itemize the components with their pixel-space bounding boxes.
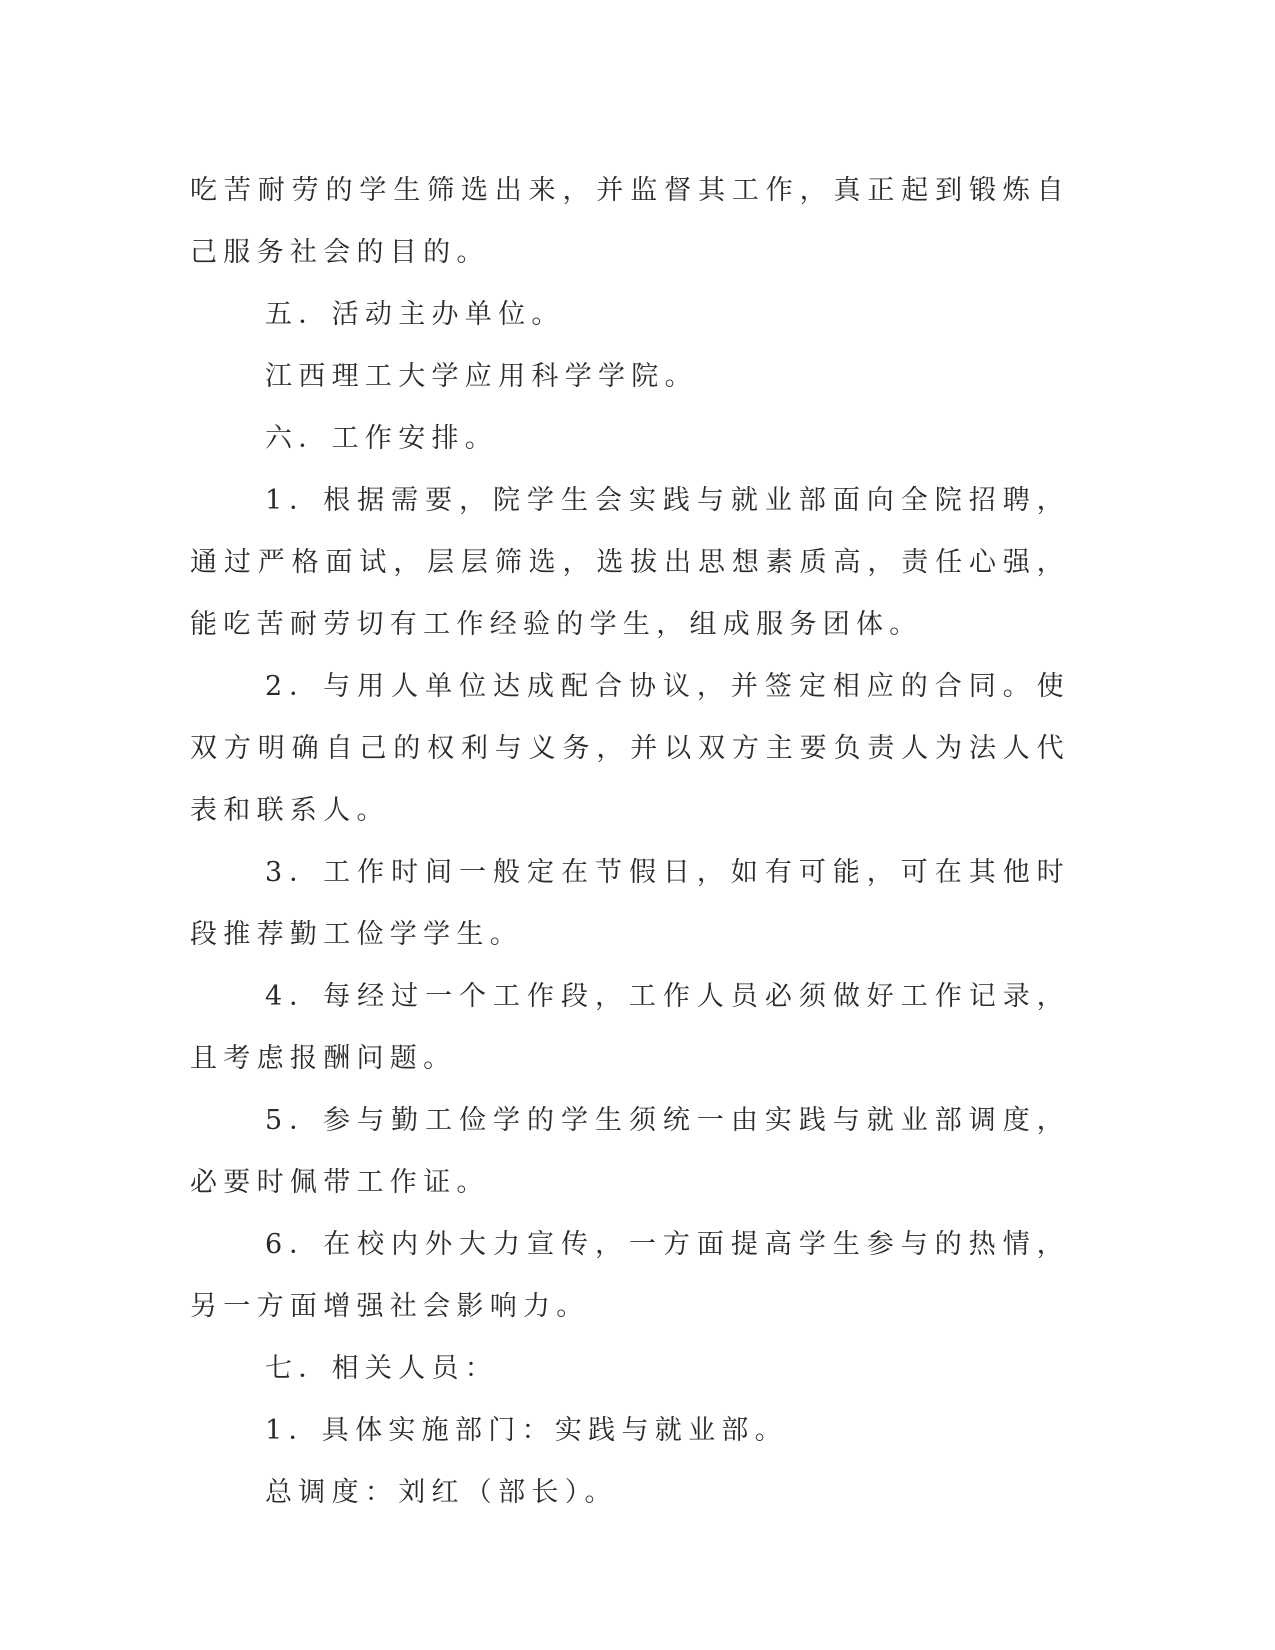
- section-heading-7: 七．相关人员：: [265, 1353, 499, 1384]
- work-item-2: 2．与用人单位达成配合协议，并签定相应的合同。使双方明确自己的权利与义务，并以双方主要负责人为法人代表和联系人。: [190, 671, 1070, 826]
- organizer-name: 江西理工大学应用科学学院。: [265, 361, 698, 392]
- staff-item-1: 1．具体实施部门：实践与就业部。: [265, 1415, 788, 1446]
- work-item-3: 3．工作时间一般定在节假日，如有可能，可在其他时段推荐勤工俭学学生。: [190, 857, 1070, 950]
- work-item-5: 5．参与勤工俭学的学生须统一由实践与就业部调度，必要时佩带工作证。: [190, 1105, 1070, 1198]
- document-body: [190, 160, 1070, 1524]
- work-item-4: 4．每经过一个工作段，工作人员必须做好工作记录，且考虑报酬问题。: [190, 981, 1070, 1074]
- general-dispatcher: 总调度：刘红（部长）。: [265, 1477, 618, 1508]
- section-heading-5: 五．活动主办单位。: [265, 299, 565, 330]
- section-heading-6: 六．工作安排。: [265, 423, 499, 454]
- work-item-1: 1．根据需要，院学生会实践与就业部面向全院招聘，通过严格面试，层层筛选，选拔出思想素质高，责任心强，能吃苦耐劳切有工作经验的学生，组成服务团体。: [190, 485, 1070, 640]
- paragraph-continuation: 吃苦耐劳的学生筛选出来，并监督其工作，真正起到锻炼自己服务社会的目的。: [190, 175, 1070, 268]
- work-item-6: 6．在校内外大力宣传，一方面提高学生参与的热情，另一方面增强社会影响力。: [190, 1229, 1070, 1322]
